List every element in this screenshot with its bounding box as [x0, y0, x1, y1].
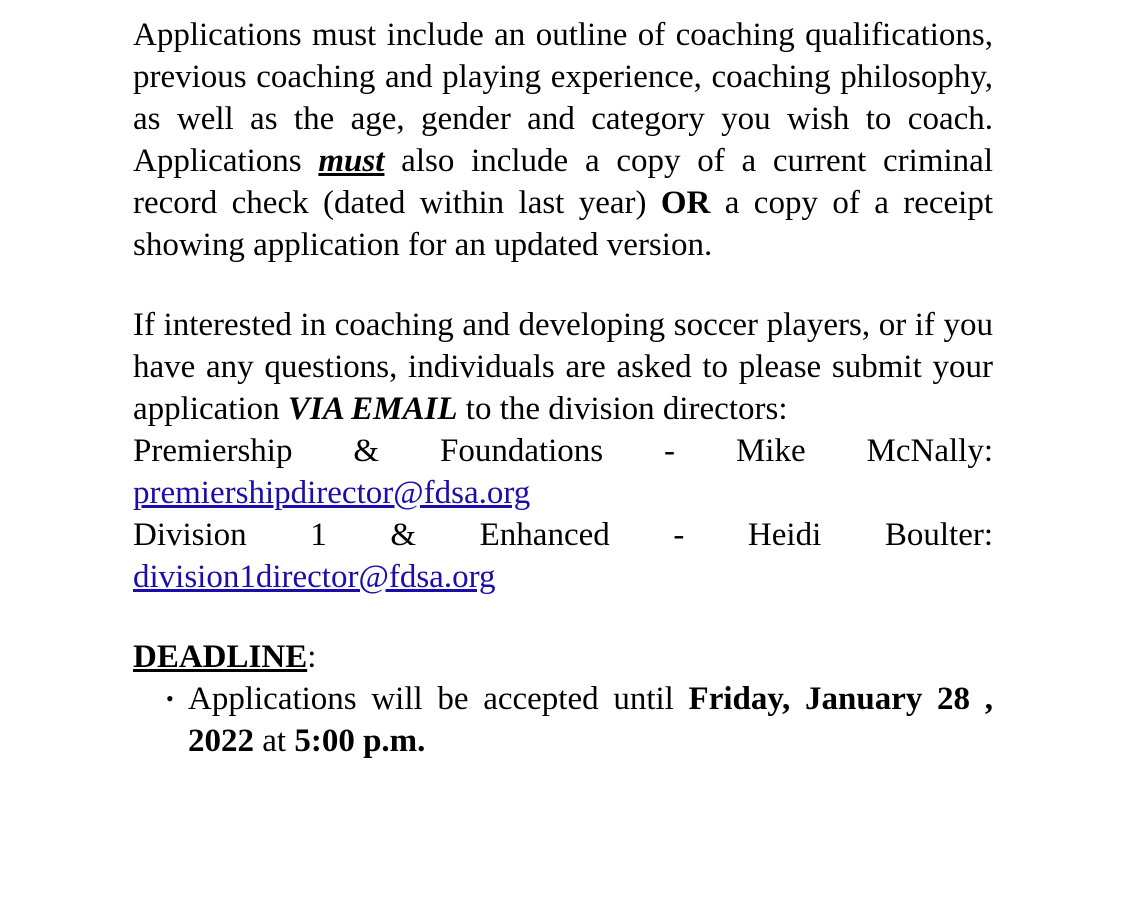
contact-text-a: If interested in coaching and developing soccer players, or if you have any questions, individuals are asked to please submit your application — [133, 307, 993, 427]
must-emphasis: must — [318, 143, 385, 179]
deadline-colon: : — [307, 639, 317, 675]
deadline-date: Friday, January 28 , 2022 — [188, 681, 993, 759]
director-division1-label: Division 1 & Enhanced - Heidi Boulter: — [133, 517, 993, 553]
or-emphasis: OR — [660, 185, 711, 221]
deadline-list — [133, 678, 993, 762]
bullet-icon: • — [166, 686, 174, 711]
paragraph-spacer — [133, 598, 993, 636]
contact-paragraph — [133, 304, 993, 430]
deadline-list-item — [166, 678, 993, 762]
requirements-paragraph — [133, 14, 993, 266]
deadline-text-a: Applications will be accepted until — [188, 681, 689, 717]
document-body — [133, 14, 993, 762]
requirements-text-b: also include a copy of a current criminal record check (dated within last year) — [133, 143, 993, 221]
via-email-emphasis: VIA EMAIL — [287, 391, 458, 427]
director-premiership-label: Premiership & Foundations - Mike McNally: — [133, 433, 993, 469]
director-premiership — [133, 430, 993, 514]
paragraph-spacer — [133, 266, 993, 304]
deadline-text-b: at — [254, 723, 295, 759]
deadline-time: 5:00 p.m. — [294, 723, 426, 759]
premiership-email-link[interactable]: premiershipdirector@fdsa.org — [133, 475, 531, 511]
contact-text-b: to the division directors: — [457, 391, 788, 427]
requirements-text-c: a copy of a receipt showing application for an updated version. — [133, 185, 993, 263]
director-division1 — [133, 514, 993, 598]
deadline-heading-text: DEADLINE — [133, 639, 308, 675]
deadline-heading — [133, 636, 993, 678]
division1-email-link[interactable]: division1director@fdsa.org — [133, 559, 496, 595]
requirements-text-a: Applications must include an outline of coaching qualifications, previous coaching and playing experience, coaching philosophy, as well as the age, gender and category you wish to coach. Applications — [133, 17, 993, 179]
